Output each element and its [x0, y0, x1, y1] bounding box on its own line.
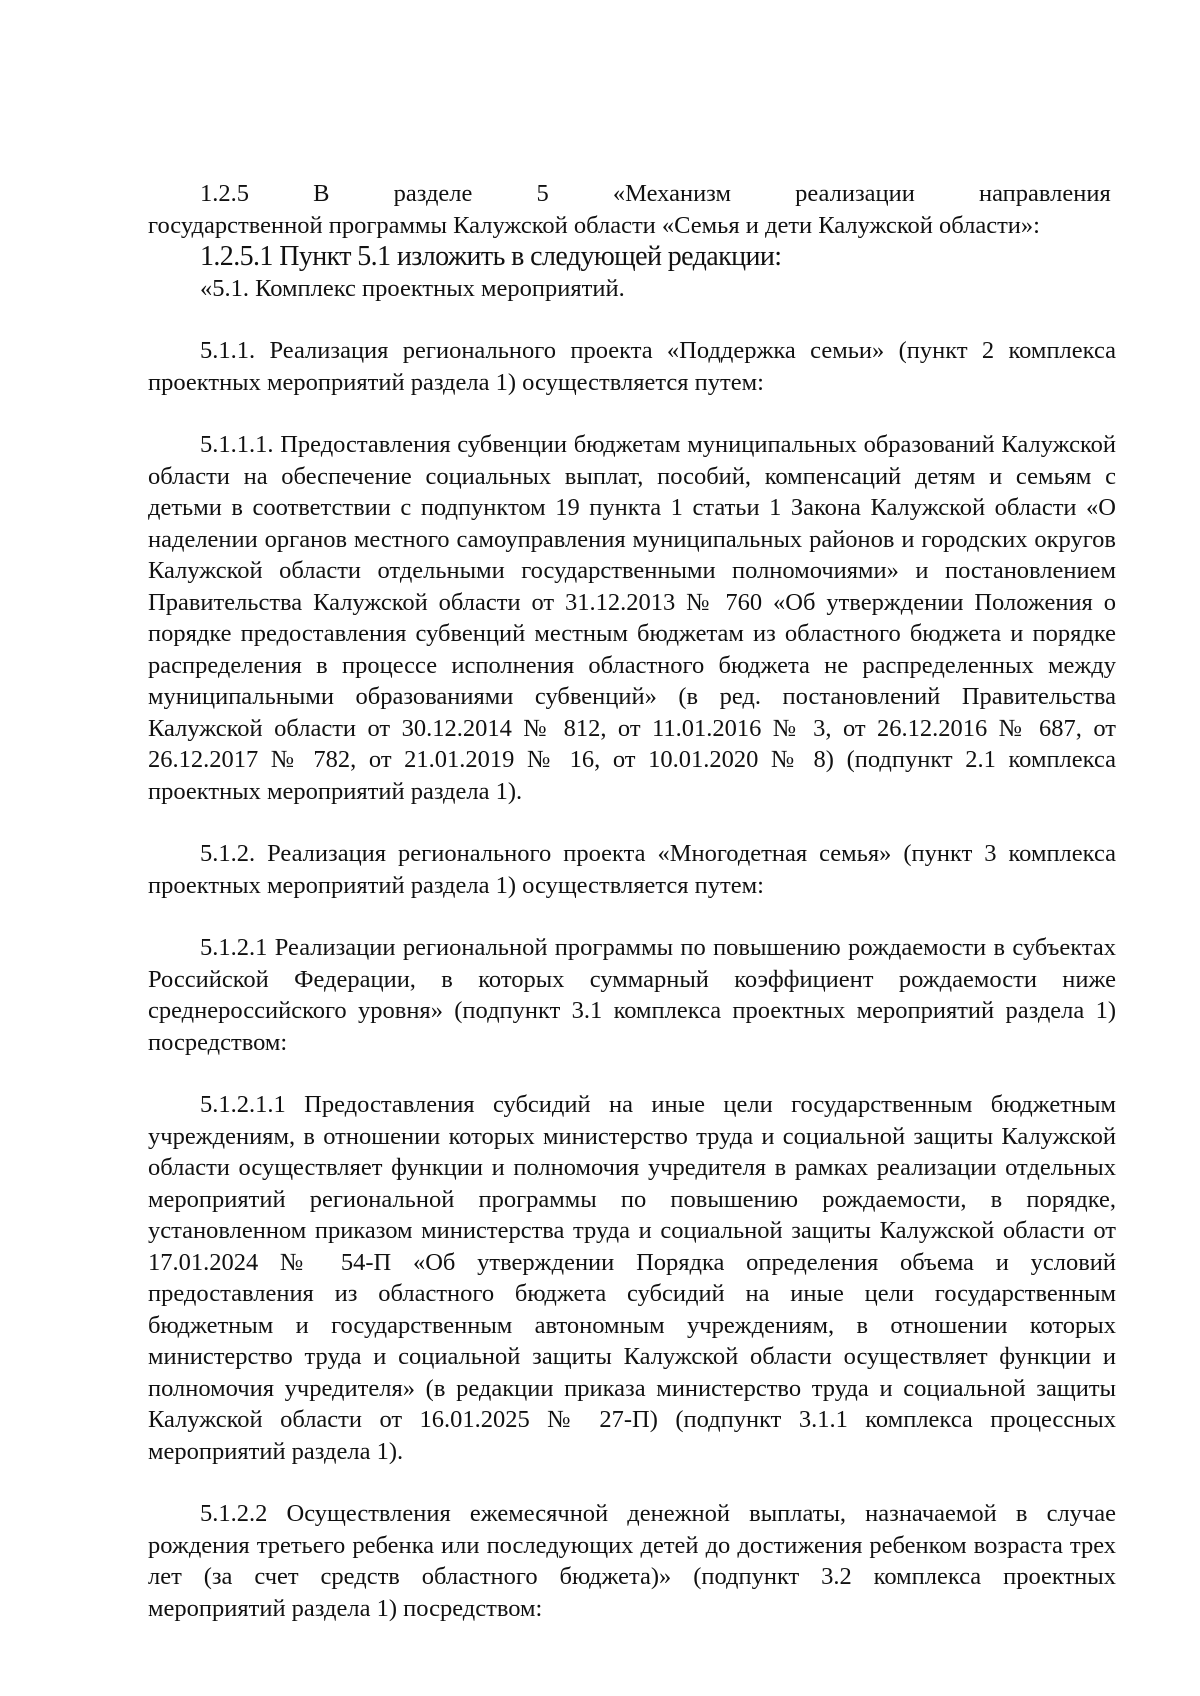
paragraph-5-1-2: 5.1.2. Реализация регионального проекта «Многодетная семья» (пункт 3 комплекса проектных мероприятий раздела 1) осуществляется путем: [148, 840, 1116, 899]
paragraph-1-2-5 [148, 178, 1116, 241]
paragraph-5-1-1: 5.1.1. Реализация регионального проекта «Поддержка семьи» (пункт 2 комплекса проектных мероприятий раздела 1) осуществляется путем: [148, 337, 1116, 396]
paragraph-5-1-2-1-1: 5.1.2.1.1 Предоставления субсидий на иные цели государственным бюджетным учреждениям, в отношении которых министерство труда и социальной защиты Калужской области осуществляет функции и полномочия учредителя в рамках реализации отдельных мероприятий региональной программы по повышению рождаемости, в порядке, установленном приказом министерства труда и социальной защиты Калужской области от 17.01.2024 № 54-П «Об утверждении Порядка определения объема и условий предоставления из областного бюджета субсидий на иные цели государственным бюджетным и государственным автономным учреждениям, в отношении которых министерство труда и социальной защиты Калужской области осуществляет функции и полномочия учредителя» (в редакции приказа министерство труда и социальной защиты Калужской области от 16.01.2025 № 27-П) (подпункт 3.1.1 комплекса процессных мероприятий раздела 1). [148, 1091, 1116, 1465]
paragraph-1-2-5-rest: государственной программы Калужской области «Семья и дети Калужской области»: [148, 211, 1040, 239]
paragraph-5-1-2-1: 5.1.2.1 Реализации региональной программы по повышению рождаемости в субъектах Российской Федерации, в которых суммарный коэффициент рождаемости ниже среднероссийского уровня» (подпункт 3.1 комплекса проектных мероприятий раздела 1) посредством: [148, 934, 1116, 1056]
document-body [148, 178, 1116, 1624]
paragraph-5-1-1-1: 5.1.1.1. Предоставления субвенции бюджетам муниципальных образований Калужской области на обеспечение социальных выплат, пособий, компенсаций детям и семьям с детьми в соответствии с подпунктом 19 пункта 1 статьи 1 Закона Калужской области «О наделении органов местного самоуправления муниципальных районов и городских округов Калужской области отдельными государственными полномочиями» и постановлением Правительства Калужской области от 31.12.2013 № 760 «Об утверждении Положения о порядке предоставления субвенций местным бюджетам из областного бюджета и порядке распределения в процессе исполнения областного бюджета не распределенных между муниципальными образованиями субвенций» (в ред. постановлений Правительства Калужской области от 30.12.2014 № 812, от 11.01.2016 № 3, от 26.12.2016 № 687, от 26.12.2017 № 782, от 21.01.2019 № 16, от 10.01.2020 № 8) (подпункт 2.1 комплекса проектных мероприятий раздела 1). [148, 431, 1116, 805]
paragraph-1-2-5-1: 1.2.5.1 Пункт 5.1 изложить в следующей редакции: [200, 241, 782, 272]
paragraph-5-1-heading: «5.1. Комплекс проектных мероприятий. [200, 274, 625, 302]
paragraph-1-2-5-lead: 1.2.5 В разделе 5 «Механизм реализации направления [200, 180, 1111, 207]
paragraph-5-1-2-2: 5.1.2.2 Осуществления ежемесячной денежной выплаты, назначаемой в случае рождения третьего ребенка или последующих детей до достижения ребенком возраста трех лет (за счет средств областного бюджета)» (подпункт 3.2 комплекса проектных мероприятий раздела 1) посредством: [148, 1500, 1116, 1622]
